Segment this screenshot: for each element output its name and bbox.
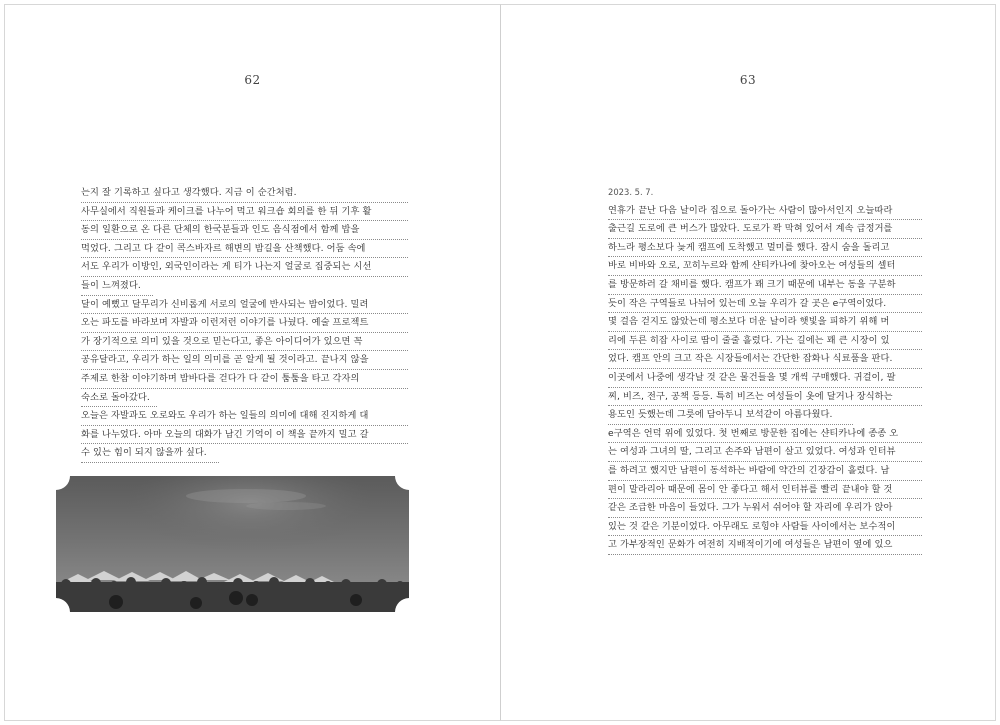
text-line: 듯이 작은 구역들로 나뉘어 있는데 오늘 우리가 갈 곳은 e구역이었다. <box>608 295 922 314</box>
text-line: 편이 말라리아 때문에 몸이 안 좋다고 해서 인터뷰를 빨리 끝내야 할 것 <box>608 481 922 500</box>
text-line: 바로 비바와 오로, 꼬히누르와 함께 샨티카나에 찾아오는 여성들의 셀터 <box>608 257 922 276</box>
page-number-left: 62 <box>244 73 261 87</box>
text-line: 었다. 캠프 안의 크고 작은 시장들에서는 간단한 잡화나 식료품을 판다. <box>608 350 922 369</box>
text-line: 를 방문하러 갈 채비를 했다. 캠프가 꽤 크기 때문에 내부는 동을 구분하 <box>608 276 922 295</box>
text-line: 숙소로 돌아갔다. <box>81 389 157 408</box>
text-line: 하느라 평소보다 늦게 캠프에 도착했고 멀미를 했다. 잠시 숨을 돌리고 <box>608 239 922 258</box>
text-line: 오는 파도를 바라보며 자발과 이런저런 이야기를 나눴다. 예술 프로젝트 <box>81 314 408 333</box>
text-line: 공유달라고, 우리가 하는 일의 의미를 곧 알게 될 것이라고. 끝나지 않을 <box>81 351 408 370</box>
text-line: 는지 잘 기록하고 싶다고 생각했다. 지금 이 순간처럼. <box>81 184 408 203</box>
entry-date: 2023. 5. 7. <box>608 187 654 197</box>
text-line: 오늘은 자발과도 오로와도 우리가 하는 일들의 의미에 대해 진지하게 대 <box>81 407 408 426</box>
text-line: 서도 우리가 이방인, 외국인이라는 게 티가 나는지 얼굴로 집중되는 시선 <box>81 258 408 277</box>
text-line: e구역은 언덕 위에 있었다. 첫 번째로 방문한 집에는 샨티카나에 종종 오 <box>608 425 922 444</box>
left-page-body <box>81 184 408 463</box>
text-line: 리에 두른 히잡 사이로 땀이 줄줄 흘렀다. 가는 길에는 꽤 큰 시장이 있 <box>608 332 922 351</box>
text-line: 를 하려고 했지만 남편이 동석하는 바람에 약간의 긴장감이 흘렀다. 남 <box>608 462 922 481</box>
beach-photo <box>56 476 409 612</box>
text-line: 고 가부장적인 문화가 여전히 지배적이기에 여성들은 남편이 옆에 있으 <box>608 536 922 555</box>
text-line: 화를 나누었다. 아마 오늘의 대화가 남긴 기억이 이 책을 끝까지 밀고 갈 <box>81 426 408 445</box>
right-page <box>500 4 996 721</box>
text-line: 있는 것 같은 기분이었다. 아무래도 로힝야 사람들 사이에서는 보수적이 <box>608 518 922 537</box>
text-line: 출근길 도로에 큰 버스가 많았다. 도로가 꽉 막혀 있어서 계속 급정거를 <box>608 220 922 239</box>
text-line: 들이 느껴졌다. <box>81 277 153 296</box>
text-line: 동의 일환으로 온 다른 단체의 한국분들과 인도 음식점에서 함께 밥을 <box>81 221 408 240</box>
text-line: 달이 예뻤고 달무리가 신비롭게 서로의 얼굴에 반사되는 밤이었다. 밀려 <box>81 296 408 315</box>
text-line: 연휴가 끝난 다음 날이라 집으로 돌아가는 사람이 많아서인지 오늘따라 <box>608 202 922 221</box>
text-line: 용도인 듯했는데 그릇에 담아두니 보석같이 아름다웠다. <box>608 406 853 425</box>
text-line: 먹었다. 그리고 다 같이 콕스바자르 해변의 밤길을 산책했다. 어둠 속에 <box>81 240 408 259</box>
text-line: 몇 걸음 걷지도 않았는데 평소보다 더운 날이라 햇빛을 피하기 위해 머 <box>608 313 922 332</box>
text-line: 찌, 비즈, 전구, 공책 등등. 특히 비즈는 여성들이 옷에 달거나 장식하는 <box>608 388 922 407</box>
text-line: 이곳에서 나중에 생각날 것 같은 물건들을 몇 개씩 구매했다. 귀걸이, 팔 <box>608 369 922 388</box>
page-number-right: 63 <box>739 73 757 87</box>
right-page-body <box>608 183 922 555</box>
left-page <box>4 4 500 721</box>
text-line: 같은 조급한 마음이 들었다. 그가 누워서 쉬어야 할 자리에 우리가 앉아 <box>608 499 922 518</box>
text-line: 는 여성과 그녀의 딸, 그리고 손주와 남편이 살고 있었다. 여성과 인터뷰 <box>608 443 922 462</box>
text-line: 주제로 한참 이야기하며 밤바다를 걷다가 다 같이 툼툼을 타고 각자의 <box>81 370 408 389</box>
text-line: 가 장기적으로 의미 있을 것으로 믿는다고, 좋은 아이디어가 있으면 꼭 <box>81 333 408 352</box>
text-line: 사무실에서 직원들과 케이크를 나누어 먹고 워크숍 회의를 한 뒤 기후 활 <box>81 203 408 222</box>
text-line: 수 있는 힘이 되지 않을까 싶다. <box>81 444 219 463</box>
